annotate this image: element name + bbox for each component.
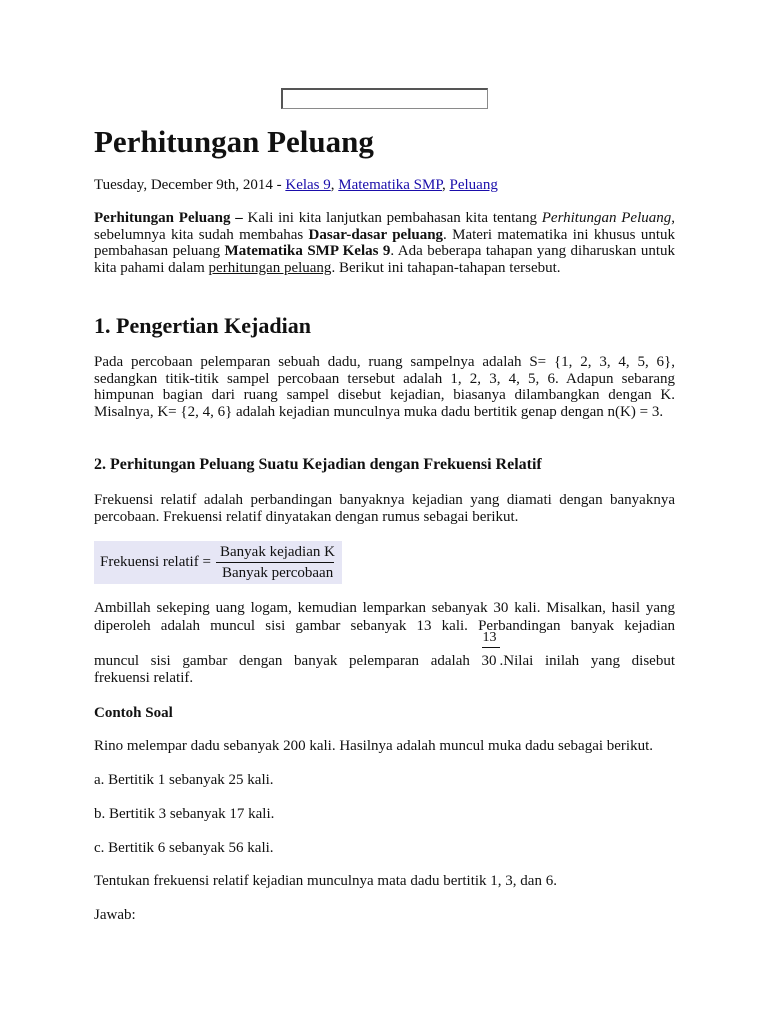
example-text: diperoleh adalah muncul sisi gambar sebanyak 13 kali. Perbandingan banyak kejadian (94, 618, 675, 634)
intro-bold-dasar: Dasar-dasar peluang (308, 226, 444, 243)
example-text: .Nilai inilah yang disebut (499, 653, 676, 669)
section2-paragraph (94, 492, 675, 525)
intro-bold-lead: Perhitungan Peluang – (94, 210, 243, 226)
example-text: frekuensi relatif. (94, 670, 194, 686)
contoh-task: Tentukan frekuensi relatif kejadian munculnya mata dadu bertitik 1, 3, dan 6. (94, 873, 557, 889)
fraction-numerator: 13 (482, 630, 497, 645)
example-line-1 (94, 600, 675, 617)
formula-fraction-bar (216, 562, 334, 563)
contoh-item: b. Bertitik 3 sebanyak 17 kali. (94, 806, 275, 822)
formula-lhs: Frekuensi relatif = (100, 554, 211, 570)
relative-frequency-formula (94, 541, 342, 584)
fraction-denominator: 30 (481, 653, 497, 669)
intro-text: , sebelumnya kita sudah membahas (94, 210, 675, 243)
contoh-soal-heading: Contoh Soal (94, 705, 173, 721)
tag-separator: , (330, 177, 339, 193)
tag-link-kelas-9[interactable]: Kelas 9 (285, 177, 331, 193)
formula-denominator: Banyak percobaan (222, 565, 334, 581)
intro-underline-link[interactable]: perhitungan peluang (208, 260, 332, 277)
example-line-2 (94, 618, 675, 635)
contoh-question: Rino melempar dadu sebanyak 200 kali. Hasilnya adalah muncul muka dadu sebagai berikut. (94, 738, 654, 754)
article-meta (94, 176, 498, 195)
intro-italic: Perhitungan Peluang (541, 210, 672, 226)
contoh-item: a. Bertitik 1 sebanyak 25 kali. (94, 772, 274, 788)
example-line-3 (94, 630, 676, 670)
example-text: muncul sisi gambar dengan banyak pelemparan adalah (94, 653, 482, 669)
article-title: Perhitungan Peluang (94, 124, 374, 159)
tag-link-matematika-smp[interactable]: Matematika SMP (338, 177, 443, 193)
tag-link-peluang[interactable]: Peluang (449, 177, 498, 193)
contoh-item: c. Bertitik 6 sebanyak 56 kali. (94, 840, 274, 856)
answer-label: Jawab: (94, 907, 136, 923)
tag-separator: , (442, 177, 450, 193)
inline-fraction-13-30 (481, 630, 500, 670)
intro-text: . Materi matematika ini khusus untuk pembahasan peluang (94, 226, 675, 260)
intro-text: . Ada beberapa tahapan yang diharuskan untuk kita pahami dalam (94, 243, 675, 277)
fraction-bar (482, 647, 500, 648)
example-line-4 (94, 670, 675, 687)
post-date: Tuesday, December 9th, 2014 - (94, 177, 286, 193)
section1-text: Pada percobaan pelemparan sebuah dadu, ruang sampelnya adalah S= {1, 2, 3, 4, 5, 6}, sedangkan titik-titik sampel percobaan tersebut adalah 1, 2, 3, 4, 5, 6. Adapun sebarang himpunan bagian dari ruang sampel disebut kejadian, biasanya dilambangkan dengan K. Misalnya, K= {2, 4, 6} adalah kejadian munculnya muka dadu bertitik genap dengan n(K) = 3. (94, 354, 675, 421)
section2-text: Frekuensi relatif adalah perbandingan banyaknya kejadian yang diamati dengan banyaknya percobaan. Frekuensi relatif dinyatakan dengan rumus sebagai berikut. (94, 492, 675, 525)
section2-heading: 2. Perhitungan Peluang Suatu Kejadian dengan Frekuensi Relatif (94, 456, 542, 473)
section1-heading: 1. Pengertian Kejadian (94, 313, 311, 338)
formula-numerator: Banyak kejadian K (220, 544, 335, 560)
intro-text: . Berikut ini tahapan-tahapan tersebut. (331, 260, 561, 277)
example-text: Ambillah sekeping uang logam, kemudian lemparkan sebanyak 30 kali. Misalkan, hasil yang (94, 600, 675, 616)
section1-paragraph (94, 354, 675, 421)
intro-paragraph (94, 210, 675, 277)
intro-text: Kali ini kita lanjutkan pembahasan kita tentang (242, 210, 542, 226)
intro-bold-kelas: Matematika SMP Kelas 9 (224, 243, 391, 260)
embedded-frame-box (281, 88, 488, 109)
